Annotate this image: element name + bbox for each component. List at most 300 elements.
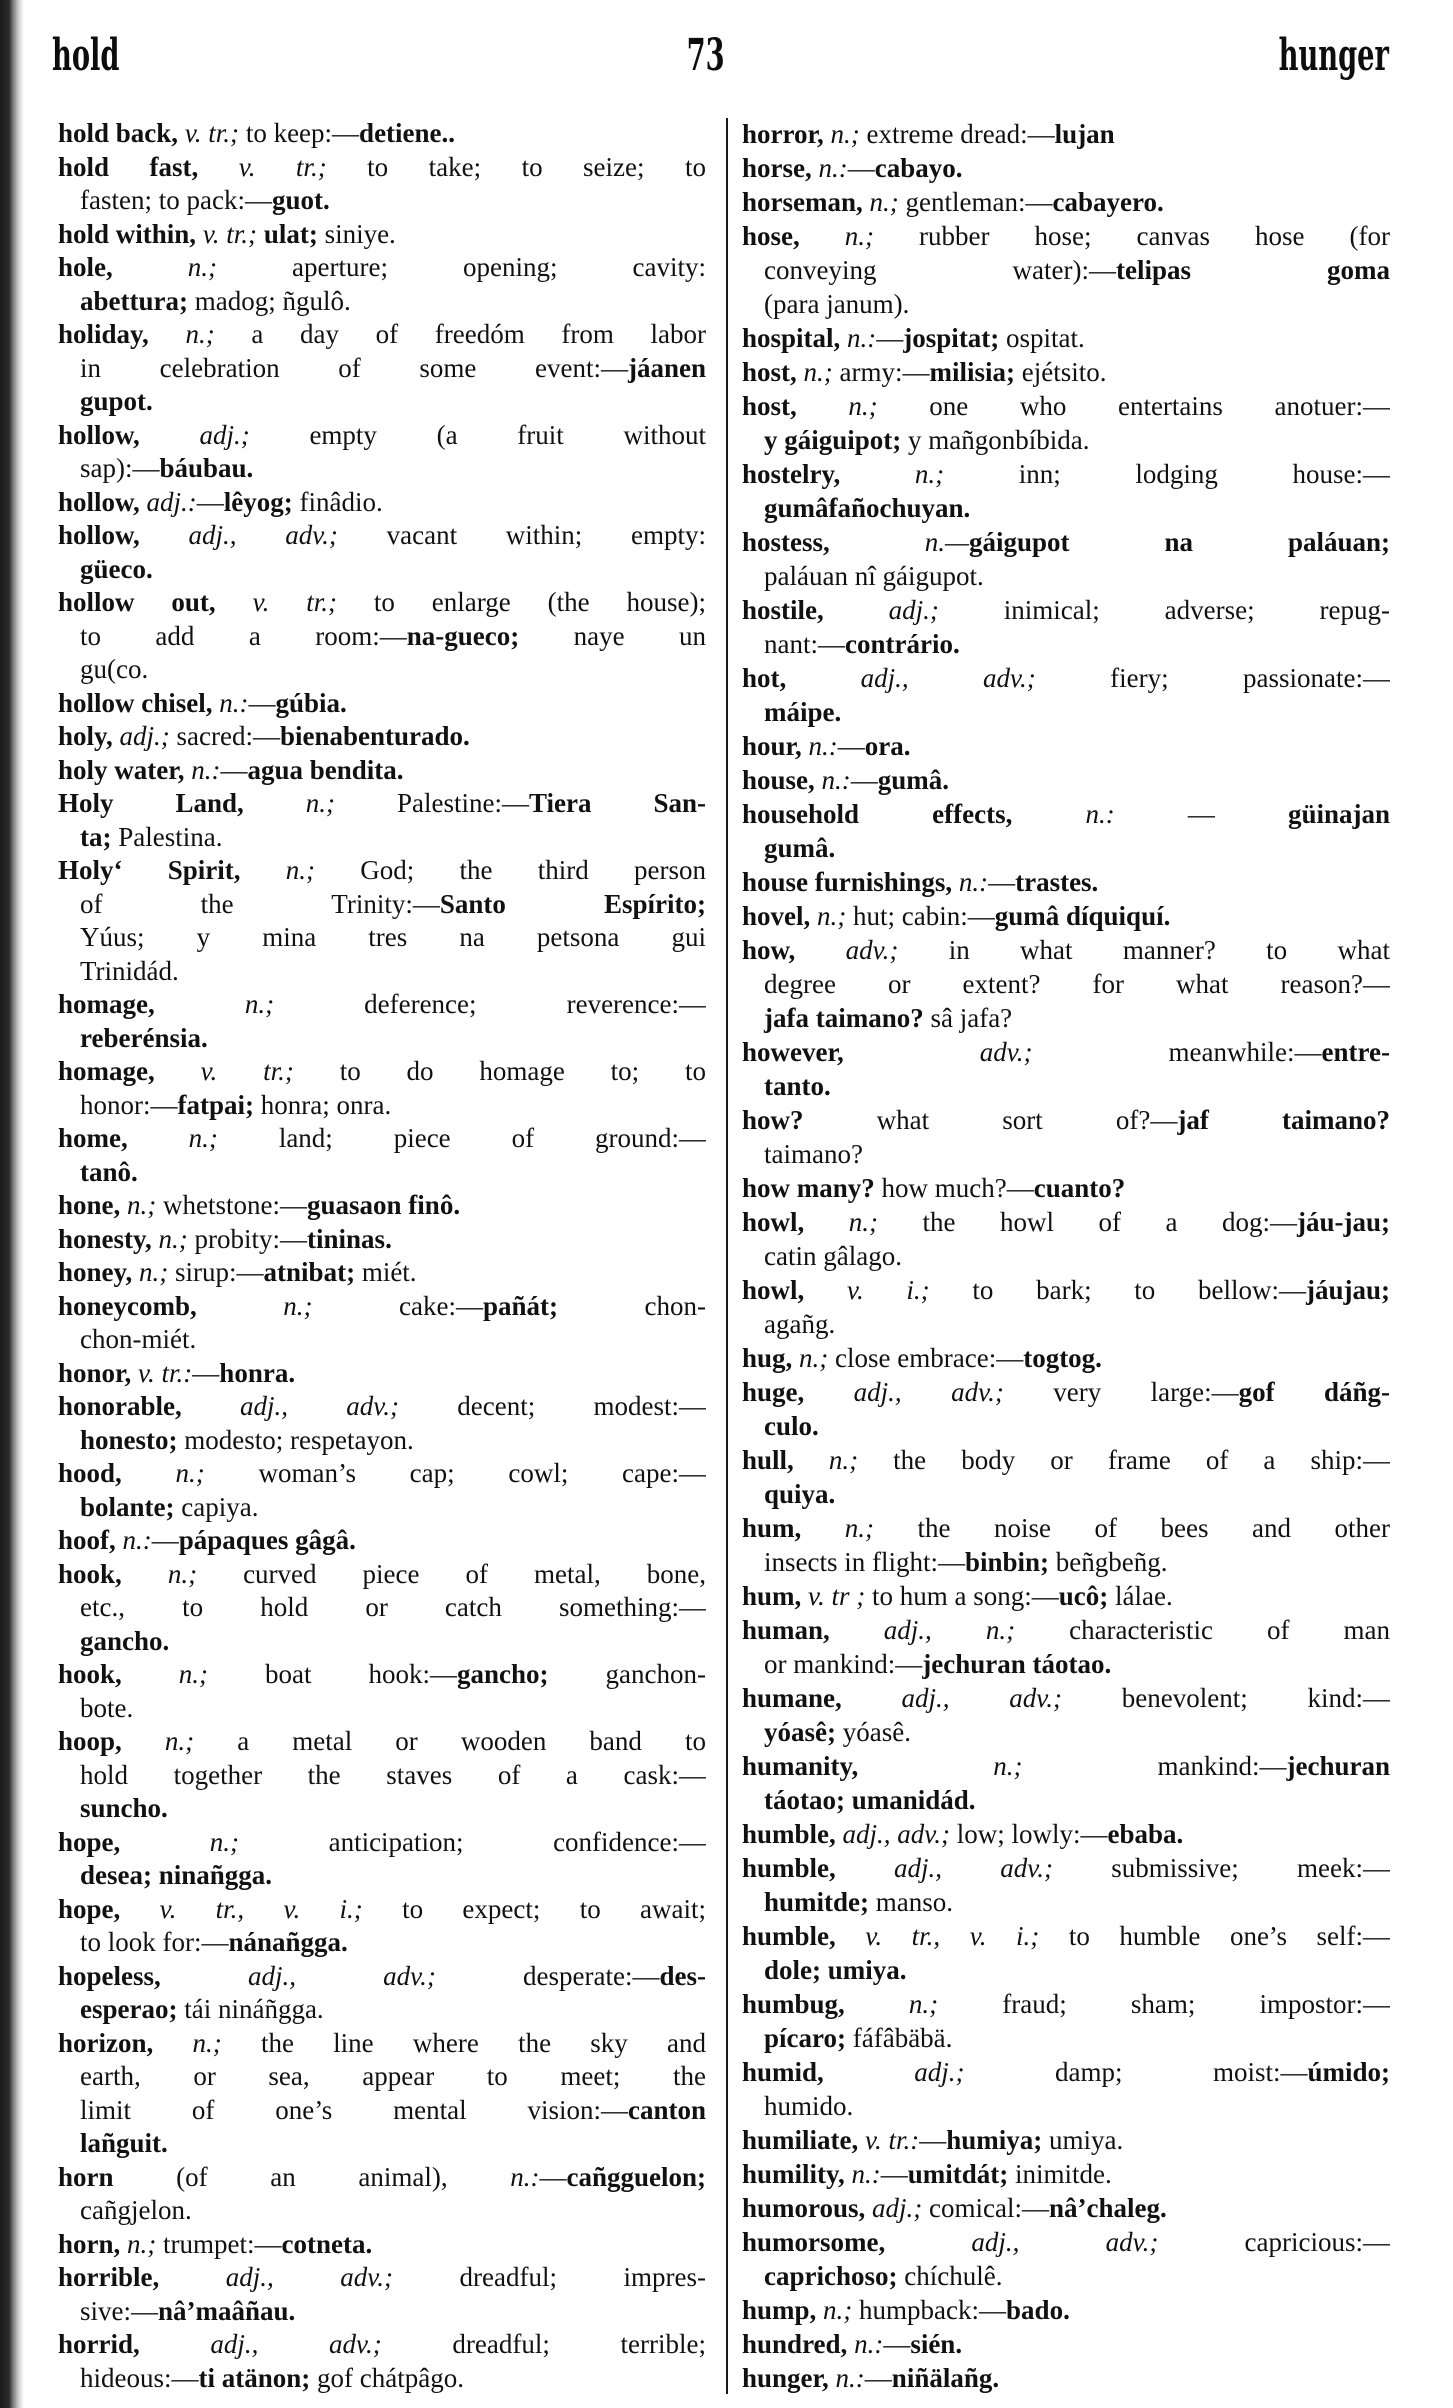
definition-text: hold together the staves of a cask:—	[80, 1759, 706, 1790]
definition-text: the howl of a dog:—	[878, 1207, 1297, 1237]
dictionary-entry	[58, 419, 706, 486]
headword: humanity,	[742, 1751, 859, 1781]
dictionary-entry	[742, 185, 1390, 219]
bold-term: jáujau;	[1305, 1275, 1390, 1305]
entry-first-line	[742, 2157, 1390, 2191]
entry-first-line	[742, 763, 1390, 797]
entry-continuation-line	[58, 1323, 706, 1357]
entry-continuation-line	[742, 491, 1390, 525]
headword: humble,	[742, 1921, 836, 1951]
entry-first-line	[58, 2228, 706, 2262]
part-of-speech: n.;	[127, 1123, 218, 1153]
bold-term: úmido;	[1307, 2057, 1390, 2087]
dictionary-entry	[742, 2123, 1390, 2157]
definition-text: miét.	[355, 1257, 417, 1287]
definition-text: —	[919, 2125, 947, 2155]
bold-term: gancho.	[80, 1625, 170, 1656]
entry-first-line	[742, 219, 1390, 253]
bold-term: des-	[659, 1960, 706, 1991]
part-of-speech: v. tr.;	[196, 218, 258, 249]
part-of-speech: n.;	[862, 187, 899, 217]
dictionary-entry	[742, 1103, 1390, 1171]
bold-term: togtog.	[1023, 1343, 1102, 1373]
definition-text: dreadful; terrible;	[381, 2329, 706, 2359]
dictionary-entry	[58, 1189, 706, 1223]
part-of-speech: n.;	[844, 1989, 939, 2019]
definition-text: capricious:—	[1158, 2227, 1390, 2257]
headword: hone,	[58, 1190, 121, 1220]
part-of-speech: n.;	[801, 1513, 875, 1543]
headword: however,	[742, 1037, 844, 1067]
entry-first-line	[742, 389, 1390, 423]
definition-text: damp; moist:—	[964, 2057, 1308, 2087]
part-of-speech: adj., adv.;	[885, 2227, 1159, 2257]
dictionary-entry	[58, 1290, 706, 1357]
entry-first-line	[742, 2225, 1390, 2259]
entry-continuation-line	[742, 1307, 1390, 1341]
definition-text: low; lowly:—	[950, 1819, 1108, 1849]
dictionary-entry	[58, 2228, 706, 2262]
part-of-speech: n.;	[823, 119, 860, 149]
entry-continuation-line	[58, 955, 706, 989]
dictionary-entry	[58, 854, 706, 988]
headword: humane,	[742, 1683, 842, 1713]
dictionary-entry	[742, 797, 1390, 865]
definition-text: fiery; passionate:—	[1035, 663, 1390, 693]
entry-first-line	[58, 218, 706, 252]
bold-term: táotao; umanidád.	[764, 1785, 976, 1815]
bold-term: güinajan	[1287, 799, 1390, 829]
dictionary-entry	[742, 2157, 1390, 2191]
bold-term: lêyog;	[223, 486, 293, 517]
entry-first-line	[58, 1893, 706, 1927]
bold-term: humitde;	[764, 1887, 870, 1917]
definition-text: catin gâlago.	[764, 1241, 902, 1271]
definition-text: conveying water):—	[764, 255, 1116, 285]
dictionary-entry	[58, 1256, 706, 1290]
bold-term: jafa taimano?	[764, 1003, 924, 1033]
entry-continuation-line	[742, 1953, 1390, 1987]
definition-text: curved piece of metal, bone,	[197, 1558, 706, 1589]
entry-first-line	[742, 1987, 1390, 2021]
bold-term: jechuran táotao.	[922, 1649, 1112, 1679]
entry-continuation-line	[58, 2127, 706, 2161]
dictionary-entry	[58, 988, 706, 1055]
dictionary-entry	[742, 1205, 1390, 1273]
entry-continuation-line	[58, 452, 706, 486]
dictionary-entry	[58, 1960, 706, 2027]
definition-text: madog; ñgulô.	[187, 285, 351, 316]
definition-text: in celebration of some event:—	[80, 352, 628, 383]
part-of-speech: n.;	[112, 252, 218, 282]
definition-text: to do homage to; to	[293, 1056, 706, 1086]
bold-term: agua bendita.	[247, 754, 404, 785]
headword: honesty,	[58, 1223, 152, 1254]
part-of-speech: n.;	[151, 1223, 188, 1254]
bold-term: bado.	[1006, 2295, 1070, 2325]
dictionary-entry	[742, 763, 1390, 797]
dictionary-entry	[742, 2191, 1390, 2225]
headword: hold back,	[58, 118, 179, 148]
dictionary-entry	[742, 1579, 1390, 1613]
entry-first-line	[742, 1341, 1390, 1375]
bold-term: bienabenturado.	[279, 721, 470, 751]
bold-term: guot.	[271, 185, 330, 215]
definition-text: land; piece of ground:—	[217, 1123, 706, 1153]
definition-text: (para janum).	[764, 289, 910, 319]
entry-continuation-line	[58, 1859, 706, 1893]
part-of-speech: n.;	[154, 989, 275, 1019]
bold-term: pápaques gâgâ.	[178, 1525, 356, 1555]
entry-first-line	[742, 1273, 1390, 1307]
part-of-speech: n.;	[799, 221, 875, 251]
bold-term: jáanen	[627, 352, 706, 383]
definition-text: comical:—	[922, 2193, 1050, 2223]
definition-text: a day of freedóm from labor	[214, 319, 706, 349]
definition-text: or mankind:—	[764, 1649, 923, 1679]
dictionary-entry	[742, 457, 1390, 525]
part-of-speech: n.;	[121, 1726, 195, 1756]
dictionary-entry	[58, 754, 706, 788]
dictionary-entry	[742, 1817, 1390, 1851]
entry-first-line	[742, 2123, 1390, 2157]
dictionary-entry	[742, 151, 1390, 185]
entry-first-line	[742, 185, 1390, 219]
bold-term: desea; ninañgga.	[80, 1860, 273, 1890]
entry-first-line	[58, 1524, 706, 1558]
definition-text: fasten; to pack:—	[80, 185, 272, 215]
definition-text: characteristic of man	[1015, 1615, 1390, 1645]
definition-text: —	[196, 486, 224, 517]
bold-term: trastes.	[1015, 867, 1099, 897]
headword: hug,	[742, 1343, 793, 1373]
part-of-speech: adj.:	[139, 486, 197, 517]
headword: how,	[742, 935, 796, 965]
scanned-page-edge	[0, 0, 24, 2408]
definition-text: army:—	[832, 357, 930, 387]
definition-text: the noise of bees and other	[874, 1513, 1390, 1543]
headword: horrible,	[58, 2262, 160, 2292]
headword: hopeless,	[58, 1960, 161, 1991]
right-column	[742, 117, 1390, 2395]
headword: humbug,	[742, 1989, 845, 2019]
part-of-speech: adj., adv.;	[139, 2329, 382, 2359]
bold-term: máipe.	[764, 697, 842, 727]
headword: hunger,	[742, 2363, 829, 2393]
headword: horizon,	[58, 2027, 154, 2058]
definition-text: —	[151, 1525, 179, 1555]
entry-continuation-line	[742, 423, 1390, 457]
part-of-speech: n.;	[121, 1458, 205, 1488]
definition-text: etc., to hold or catch something:—	[80, 1592, 706, 1622]
bold-term: gof dáñg-	[1238, 1377, 1390, 1407]
dictionary-entry	[742, 219, 1390, 321]
headword: horseman,	[742, 187, 863, 217]
definition-text: fraud; sham; impostor:—	[938, 1989, 1390, 2019]
entry-continuation-line	[58, 1792, 706, 1826]
bold-term: ora.	[864, 731, 911, 761]
headword: humble,	[742, 1853, 836, 1883]
part-of-speech: adj.;	[823, 595, 939, 625]
headword: hook,	[58, 1659, 122, 1689]
entry-first-line	[742, 865, 1390, 899]
definition-text: Palestine:—	[335, 788, 530, 818]
definition-text: Yúus; y mina tres na petsona gui	[80, 922, 706, 952]
definition-text: chon-miét.	[80, 1324, 197, 1354]
bold-term: atnibat;	[263, 1257, 356, 1287]
definition-text: finâdio.	[292, 486, 383, 517]
part-of-speech: n.:	[447, 2161, 540, 2192]
headword: homage,	[58, 989, 155, 1019]
definition-text: submissive; meek:—	[1053, 1853, 1390, 1883]
dictionary-entry	[58, 1524, 706, 1558]
headword: hostelry,	[742, 459, 841, 489]
dictionary-entry	[58, 1055, 706, 1122]
bold-term: fatpai;	[177, 1089, 254, 1120]
entry-first-line	[742, 1511, 1390, 1545]
dictionary-entry	[742, 593, 1390, 661]
definition-text: sive:—	[80, 2295, 158, 2326]
entry-first-line	[58, 2161, 706, 2195]
definition-text: of the Trinity:—	[80, 888, 440, 919]
definition-text: gu(co.	[80, 654, 149, 684]
bold-term: niñälañg.	[891, 2363, 1000, 2393]
entry-continuation-line	[58, 1625, 706, 1659]
headword: hundred,	[742, 2329, 848, 2359]
headword: hum,	[742, 1581, 802, 1611]
headword: house,	[742, 765, 815, 795]
dictionary-entry	[742, 661, 1390, 729]
part-of-speech: n.;	[810, 901, 847, 931]
definition-text: a metal or wooden band to	[194, 1726, 706, 1756]
headword: hook,	[58, 1558, 122, 1589]
dictionary-entry	[58, 318, 706, 419]
left-column	[58, 117, 706, 2395]
bold-term: gumâ.	[877, 765, 950, 795]
part-of-speech: v. i.;	[804, 1275, 930, 1305]
entry-continuation-line	[742, 1477, 1390, 1511]
part-of-speech: n.—	[829, 527, 969, 557]
headword: hour,	[742, 731, 802, 761]
bold-term: detiene..	[359, 118, 456, 148]
part-of-speech: v. tr., v. i.;	[835, 1921, 1040, 1951]
entry-first-line	[742, 1171, 1390, 1205]
bold-term: humiya;	[946, 2125, 1043, 2155]
dictionary-entry	[742, 117, 1390, 151]
definition-text: siniye.	[317, 218, 396, 249]
definition-text: how much?—	[874, 1173, 1034, 1203]
part-of-speech: adj., n.;	[829, 1615, 1016, 1645]
entry-continuation-line	[58, 1591, 706, 1625]
entry-continuation-line	[58, 1424, 706, 1458]
definition-text: probity:—	[187, 1223, 308, 1254]
right-guide-word-text: hunger	[1278, 30, 1389, 81]
definition-text: chíchulê.	[897, 2261, 1003, 2291]
definition-text: one who entertains anotuer:—	[877, 391, 1390, 421]
entry-first-line	[742, 1681, 1390, 1715]
definition-text: cake:—	[312, 1290, 483, 1321]
entry-first-line	[58, 151, 706, 185]
entry-continuation-line	[58, 1759, 706, 1793]
entry-continuation-line	[58, 285, 706, 319]
part-of-speech: v. tr.;	[198, 151, 327, 182]
bold-term: ucô;	[1058, 1581, 1109, 1611]
left-guide-word-text: hold	[52, 30, 120, 81]
entry-first-line	[742, 117, 1390, 151]
entry-first-line	[742, 1749, 1390, 1783]
headword: horrid,	[58, 2329, 140, 2359]
headword: howl,	[742, 1275, 805, 1305]
headword: hospital,	[742, 323, 841, 353]
dictionary-entry	[58, 519, 706, 586]
entry-continuation-line	[742, 2021, 1390, 2055]
entry-first-line	[58, 586, 706, 620]
headword: hose,	[742, 221, 800, 251]
entry-continuation-line	[742, 1239, 1390, 1273]
headword: hostile,	[742, 595, 824, 625]
part-of-speech: adv.;	[843, 1037, 1033, 1067]
headword: huge,	[742, 1377, 805, 1407]
bold-term: caprichoso;	[764, 2261, 898, 2291]
definition-text: hideous:—	[80, 2362, 199, 2393]
dictionary-entry	[58, 2328, 706, 2395]
page-number-text: 73	[687, 30, 725, 81]
dictionary-entry	[742, 933, 1390, 1035]
dictionary-entry	[742, 1375, 1390, 1443]
bold-term: honra.	[219, 1357, 296, 1388]
dictionary-entry	[742, 321, 1390, 355]
dictionary-entry	[58, 787, 706, 854]
definition-text: gof chátpâgo.	[310, 2362, 464, 2393]
part-of-speech: adj., adv.;	[139, 520, 338, 550]
part-of-speech: n.;	[840, 459, 945, 489]
definition-text: —	[192, 1357, 220, 1388]
entry-continuation-line	[58, 921, 706, 955]
dictionary-entry	[742, 2327, 1390, 2361]
bold-term: bolante;	[80, 1491, 175, 1522]
entry-first-line	[58, 1826, 706, 1860]
definition-text: to expect; to await;	[362, 1893, 706, 1924]
dictionary-entry	[58, 687, 706, 721]
definition-text: inimical; adverse; repug-	[938, 595, 1390, 625]
entry-first-line	[58, 1725, 706, 1759]
part-of-speech: n.;	[792, 1343, 829, 1373]
headword: hum,	[742, 1513, 802, 1543]
dictionary-entry	[58, 218, 706, 252]
part-of-speech: n.:	[801, 731, 838, 761]
entry-continuation-line	[58, 821, 706, 855]
headword: hold fast,	[58, 151, 199, 182]
dictionary-entry	[742, 865, 1390, 899]
part-of-speech: n.;	[120, 2228, 157, 2259]
part-of-speech: adj., adv.;	[786, 663, 1036, 693]
headword: humility,	[742, 2159, 845, 2189]
definition-text: inn; lodging house:—	[944, 459, 1390, 489]
dictionary-entry	[742, 1681, 1390, 1749]
headword: holy water,	[58, 754, 185, 785]
entry-continuation-line	[742, 559, 1390, 593]
definition-text: y mañgonbíbida.	[901, 425, 1090, 455]
dictionary-entry	[58, 1223, 706, 1257]
dictionary-entry	[742, 2055, 1390, 2123]
definition-text: God; the third person	[315, 855, 706, 885]
entry-continuation-line	[58, 385, 706, 419]
bold-term: telipas goma	[1115, 255, 1390, 285]
bold-term: báubau.	[159, 453, 254, 483]
dictionary-entry	[742, 1171, 1390, 1205]
entry-continuation-line	[742, 1783, 1390, 1817]
entry-first-line	[742, 457, 1390, 491]
bold-term: tininas.	[307, 1223, 392, 1254]
part-of-speech: v. tr.:	[858, 2125, 920, 2155]
definition-text: —	[539, 2161, 567, 2192]
definition-text: woman’s cap; cowl; cape:—	[204, 1458, 706, 1488]
part-of-speech: adj.;	[865, 2193, 923, 2223]
entry-first-line	[742, 1579, 1390, 1613]
bold-term: tanô.	[80, 1156, 138, 1187]
entry-first-line	[58, 1290, 706, 1324]
definition-text: honra; onra.	[254, 1089, 392, 1120]
bold-term: entre-	[1321, 1037, 1390, 1067]
definition-text: paláuan nî gáigupot.	[764, 561, 984, 591]
dictionary-entry	[58, 720, 706, 754]
entry-continuation-line	[58, 2362, 706, 2396]
headword: hold within,	[58, 218, 197, 249]
bold-term: jáu-jau;	[1297, 1207, 1390, 1237]
entry-continuation-line	[58, 653, 706, 687]
entry-continuation-line	[742, 1409, 1390, 1443]
bold-term: gancho;	[457, 1659, 549, 1689]
definition-text: fáfâbäbä.	[846, 2023, 953, 2053]
entry-continuation-line	[58, 1089, 706, 1123]
headword: holiday,	[58, 319, 149, 349]
entry-continuation-line	[58, 1491, 706, 1525]
entry-continuation-line	[58, 1692, 706, 1726]
dictionary-entry	[58, 1357, 706, 1391]
part-of-speech: n.:	[840, 323, 877, 353]
part-of-speech: n.;	[196, 1290, 313, 1321]
bold-term: cabayo.	[874, 153, 963, 183]
dictionary-entry	[742, 355, 1390, 389]
definition-text: —	[988, 867, 1016, 897]
entry-first-line	[58, 318, 706, 352]
headword: Holy‘ Spirit,	[58, 855, 241, 885]
definition-text: Palestina.	[111, 821, 223, 852]
bold-term: güeco.	[80, 553, 153, 584]
entry-continuation-line	[58, 1993, 706, 2027]
part-of-speech: adj., adv.;	[835, 1819, 951, 1849]
definition-text: close embrace:—	[828, 1343, 1024, 1373]
part-of-speech: n.;	[816, 2295, 853, 2325]
entry-continuation-line	[742, 2259, 1390, 2293]
entry-continuation-line	[742, 831, 1390, 865]
bold-term: honesto;	[80, 1424, 178, 1455]
definition-text: what sort of?—	[803, 1105, 1178, 1135]
definition-text: nant:—	[764, 629, 845, 659]
part-of-speech: n.;	[804, 1207, 879, 1237]
part-of-speech: v. tr.;	[215, 587, 337, 617]
bold-term: pícaro;	[764, 2023, 846, 2053]
part-of-speech: n.:	[847, 2329, 884, 2359]
bold-term: jaf taimano?	[1177, 1105, 1390, 1135]
entry-continuation-line	[742, 253, 1390, 287]
definition-text: modesto; respetayon.	[177, 1424, 414, 1455]
definition-text: manso.	[869, 1887, 954, 1917]
entry-first-line	[58, 251, 706, 285]
definition-text: to humble one’s self:—	[1039, 1921, 1390, 1951]
entry-first-line	[58, 988, 706, 1022]
column-divider	[726, 118, 728, 2394]
